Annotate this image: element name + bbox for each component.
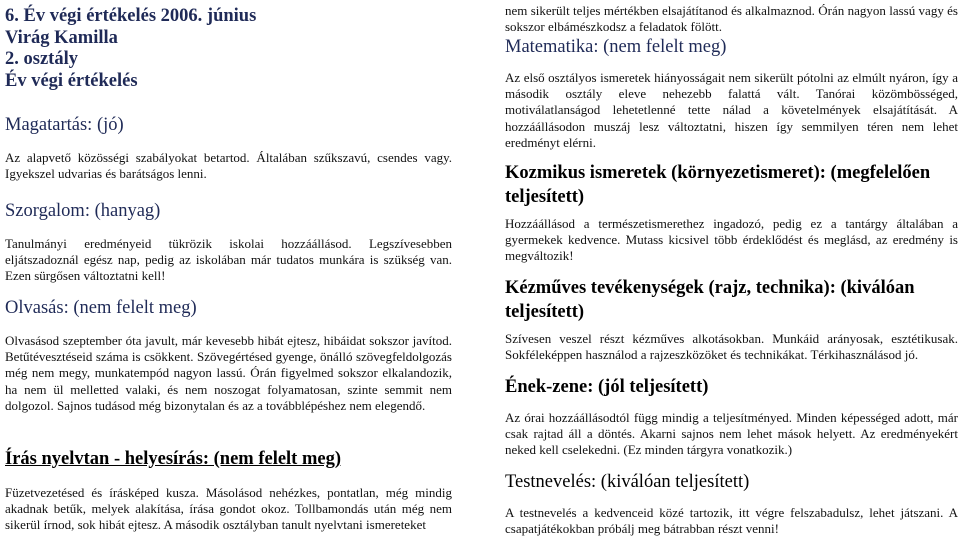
section-text-testneveles: A testnevelés a kedvenceid közé tartozik, itt végre felszabadulsz, lehet játszani. A csapatjátékokban próbálj meg bátrabban részt venni! bbox=[505, 505, 958, 537]
section-heading-iras: Írás nyelvtan - helyesírás: (nem felelt meg) bbox=[5, 449, 341, 469]
title-line-3: 2. osztály bbox=[5, 49, 78, 69]
section-heading-szorgalom: Szorgalom: (hanyag) bbox=[5, 201, 161, 221]
section-text-enek-zene: Az órai hozzáállásodtól függ mindig a teljesítményed. Minden képességed adott, már csak rajtad áll a döntés. Akarni sajnos nem lehet mások helyett. Az eredményekért neked kell cselekedni. (Ez minden tárgyra vonatkozik.) bbox=[505, 410, 958, 458]
section-text-matematika: Az első osztályos ismeretek hiányosságait nem sikerült pótolni az elmúlt nyáron, így a második osztály eleve nehezebb falattá vált. Tanórai közömbösséged, motiválatlanságod lehetetlenné tette nálad a követelmények elsajátítását. A hozzáállásodon muszáj lesz változtatni, hiszen így semmilyen téren nem lehet eredményt elérni. bbox=[505, 70, 958, 150]
section-heading-matematika: Matematika: (nem felelt meg) bbox=[505, 37, 727, 57]
section-text-kezmuves: Szívesen veszel részt kézműves alkotásokban. Munkáid arányosak, esztétikusak. Sokféleképpen használod a rajzeszközöket és technikákat. Térkihasználásod jó. bbox=[505, 331, 958, 363]
document-title bbox=[5, 6, 452, 92]
section-text-magatartas: Az alapvető közösségi szabályokat betartod. Általában szűkszavú, csendes vagy. Igyekszel udvarias és barátságos lenni. bbox=[5, 150, 452, 182]
title-line-2: Virág Kamilla bbox=[5, 27, 118, 48]
continued-text: nem sikerült teljes mértékben elsajátítanod és alkalmaznod. Órán nagyon lassú vagy és sokszor elbámészkodsz a feladatok fölött. bbox=[505, 3, 958, 35]
left-column bbox=[5, 0, 452, 538]
title-line-1: 6. Év végi értékelés 2006. június bbox=[5, 6, 257, 26]
right-column bbox=[505, 0, 958, 538]
section-text-iras: Füzetvezetésed és írásképed kusza. Másolásod nehézkes, pontatlan, még mindig akadnak betűk, melyek alakítása, írása gondot okoz. Tollbamondás után még nem sikerül írnod, sok hibát ejtesz. A második osztályban tanult nyelvtani ismereteket bbox=[5, 485, 452, 533]
section-text-olvasas: Olvasásod szeptember óta javult, már kevesebb hibát ejtesz, hibáidat sokszor javítod. Betűtévesztéseid száma is csökkent. Szövegértésed gyenge, önálló szövegfeldolgozás még nem megy, munkatempód nagyon lassú. Órán figyelmed sokszor elkalandozik, ha nem ül melletted valaki, és nem noszogat folyamatosan, szinte semmit nem dolgozol. Sajnos tudásod még bizonytalan és az a továbblépéshez nem elegendő. bbox=[5, 333, 452, 413]
section-heading-magatartas: Magatartás: (jó) bbox=[5, 115, 124, 135]
section-text-szorgalom: Tanulmányi eredményeid tükrözik iskolai hozzáállásod. Legszívesebben eljátszadoznál egész nap, pedig az iskolában már tudatos munkára is szükség van. Ezen sürgősen változtatni kell! bbox=[5, 236, 452, 284]
section-heading-enek-zene: Ének-zene: (jól teljesített) bbox=[505, 377, 709, 397]
section-text-kozmikus: Hozzáállásod a természetismerethez ingadozó, pedig ez a tantárgy általában a gyermekek kedvence. Mutass kicsivel több érdeklődést és meglásd, az eredmény is megváltozik! bbox=[505, 216, 958, 264]
section-heading-kozmikus: Kozmikus ismeretek (környezetismeret): (megfelelően teljesített) bbox=[505, 163, 931, 207]
section-heading-testneveles: Testnevelés: (kiválóan teljesített) bbox=[505, 472, 750, 492]
section-heading-olvasas: Olvasás: (nem felelt meg) bbox=[5, 298, 197, 318]
section-heading-kezmuves: Kézműves tevékenységek (rajz, technika): (kiválóan teljesített) bbox=[505, 278, 915, 322]
title-line-4: Év végi értékelés bbox=[5, 70, 138, 91]
